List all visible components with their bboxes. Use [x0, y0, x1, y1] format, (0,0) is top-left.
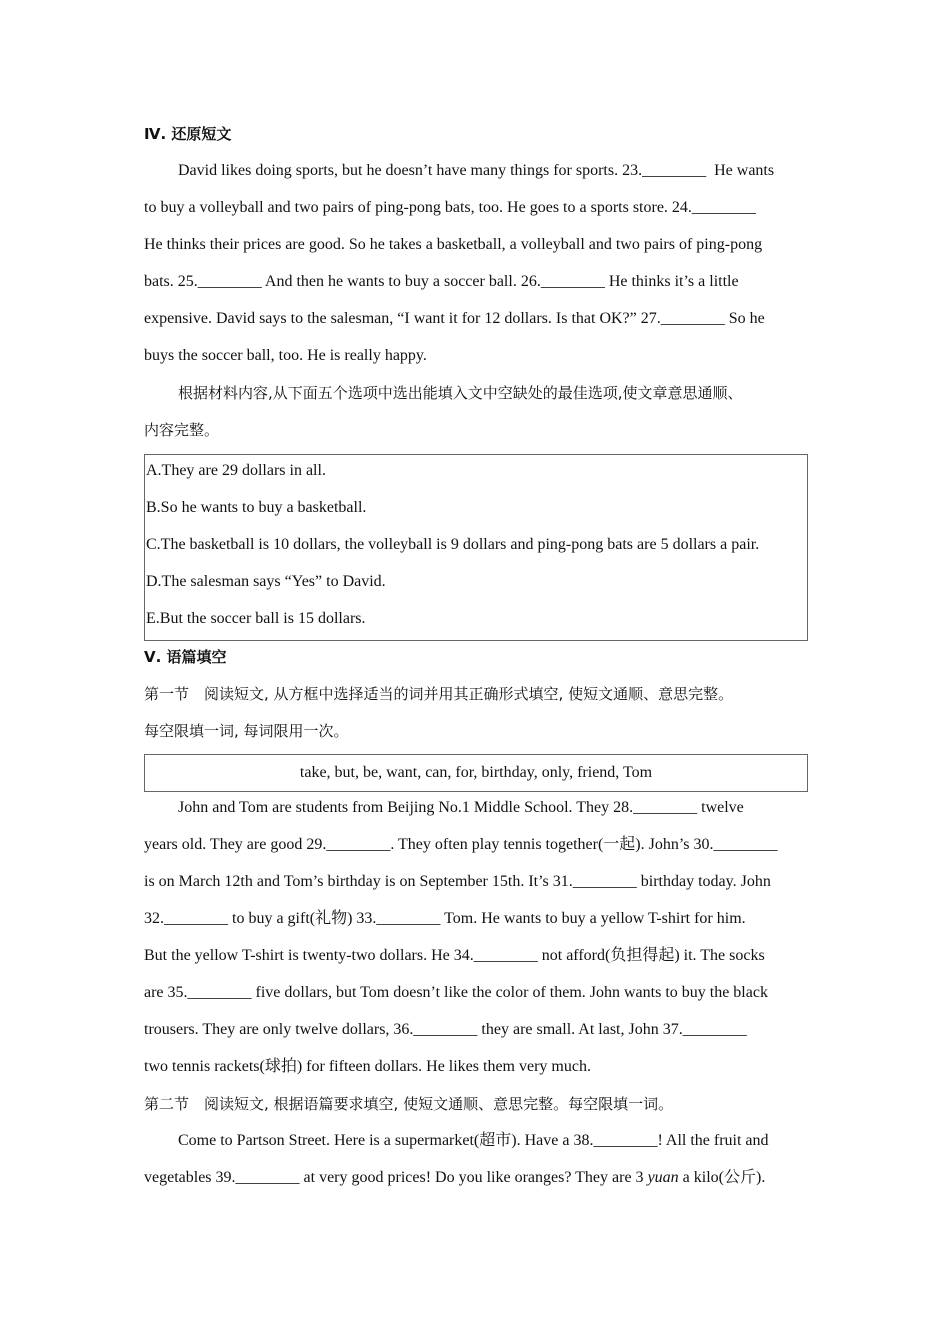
passage-text: vegetables 39.________ at very good prices! Do you like oranges? They are 3: [144, 1169, 648, 1186]
instruction-line: 根据材料内容,从下面五个选项中选出能填入文中空缺处的最佳选项,使文章意思通顺、: [178, 384, 743, 402]
passage-line: [144, 1162, 808, 1199]
options-box: [144, 454, 808, 641]
passage-line: to buy a volleyball and two pairs of ping-pong bats, too. He goes to a sports store. 24.________: [144, 199, 756, 216]
option-a: A.They are 29 dollars in all.: [146, 462, 326, 479]
passage-line: John and Tom are students from Beijing No.1 Middle School. They 28.________ twelve: [178, 799, 744, 816]
passage-line-text: David likes doing sports, but he doesn’t have many things for sports. 23.________ He wants: [178, 162, 775, 179]
passage-line: two tennis rackets(球拍) for fifteen dollars. He likes them very much.: [144, 1058, 591, 1075]
option-b: B.So he wants to buy a basketball.: [146, 499, 367, 516]
passage-line: years old. They are good 29.________. They often play tennis together(一起). John’s 30.________: [144, 836, 778, 853]
passage-line: is on March 12th and Tom’s birthday is on September 15th. It’s 31.________ birthday today. John: [144, 873, 771, 890]
document-page: [144, 118, 808, 1199]
passage-line: [144, 155, 808, 192]
section-5-heading: Ⅴ. 语篇填空: [144, 648, 227, 666]
instruction-line: 内容完整。: [144, 421, 220, 439]
italic-word: yuan: [647, 1169, 679, 1186]
section-4-heading: Ⅳ. 还原短文: [144, 125, 232, 143]
passage-line: 32.________ to buy a gift(礼物) 33.________ Tom. He wants to buy a yellow T-shirt for him.: [144, 910, 746, 927]
option-e: E.But the soccer ball is 15 dollars.: [146, 610, 366, 627]
passage-line: Come to Partson Street. Here is a supermarket(超市). Have a 38.________! All the fruit and: [178, 1132, 769, 1149]
passage-line: are 35.________ five dollars, but Tom doesn’t like the color of them. John wants to buy the black: [144, 984, 768, 1001]
part2-instruction: 第二节 阅读短文, 根据语篇要求填空, 使短文通顺、意思完整。每空限填一词。: [144, 1095, 674, 1113]
option-c: C.The basketball is 10 dollars, the volleyball is 9 dollars and ping-pong bats are 5 dollars a pair.: [146, 536, 760, 553]
passage-line: bats. 25.________ And then he wants to buy a soccer ball. 26.________ He thinks it’s a little: [144, 273, 739, 290]
part1-instruction-line: 每空限填一词, 每词限用一次。: [144, 722, 349, 740]
passage-text: a kilo(公斤).: [678, 1169, 766, 1186]
word-bank-box: take, but, be, want, can, for, birthday, only, friend, Tom: [144, 754, 808, 792]
option-d: D.The salesman says “Yes” to David.: [146, 573, 386, 590]
passage-line: He thinks their prices are good. So he takes a basketball, a volleyball and two pairs of ping-pong: [144, 236, 763, 253]
passage-line: buys the soccer ball, too. He is really happy.: [144, 347, 427, 364]
passage-line: trousers. They are only twelve dollars, 36.________ they are small. At last, John 37.________: [144, 1021, 747, 1038]
part1-instruction-line: 第一节 阅读短文, 从方框中选择适当的词并用其正确形式填空, 使短文通顺、意思完整。: [144, 685, 734, 703]
passage-line: expensive. David says to the salesman, “I want it for 12 dollars. Is that OK?” 27.________ So he: [144, 310, 765, 327]
passage-line: But the yellow T-shirt is twenty-two dollars. He 34.________ not afford(负担得起) it. The socks: [144, 947, 765, 964]
